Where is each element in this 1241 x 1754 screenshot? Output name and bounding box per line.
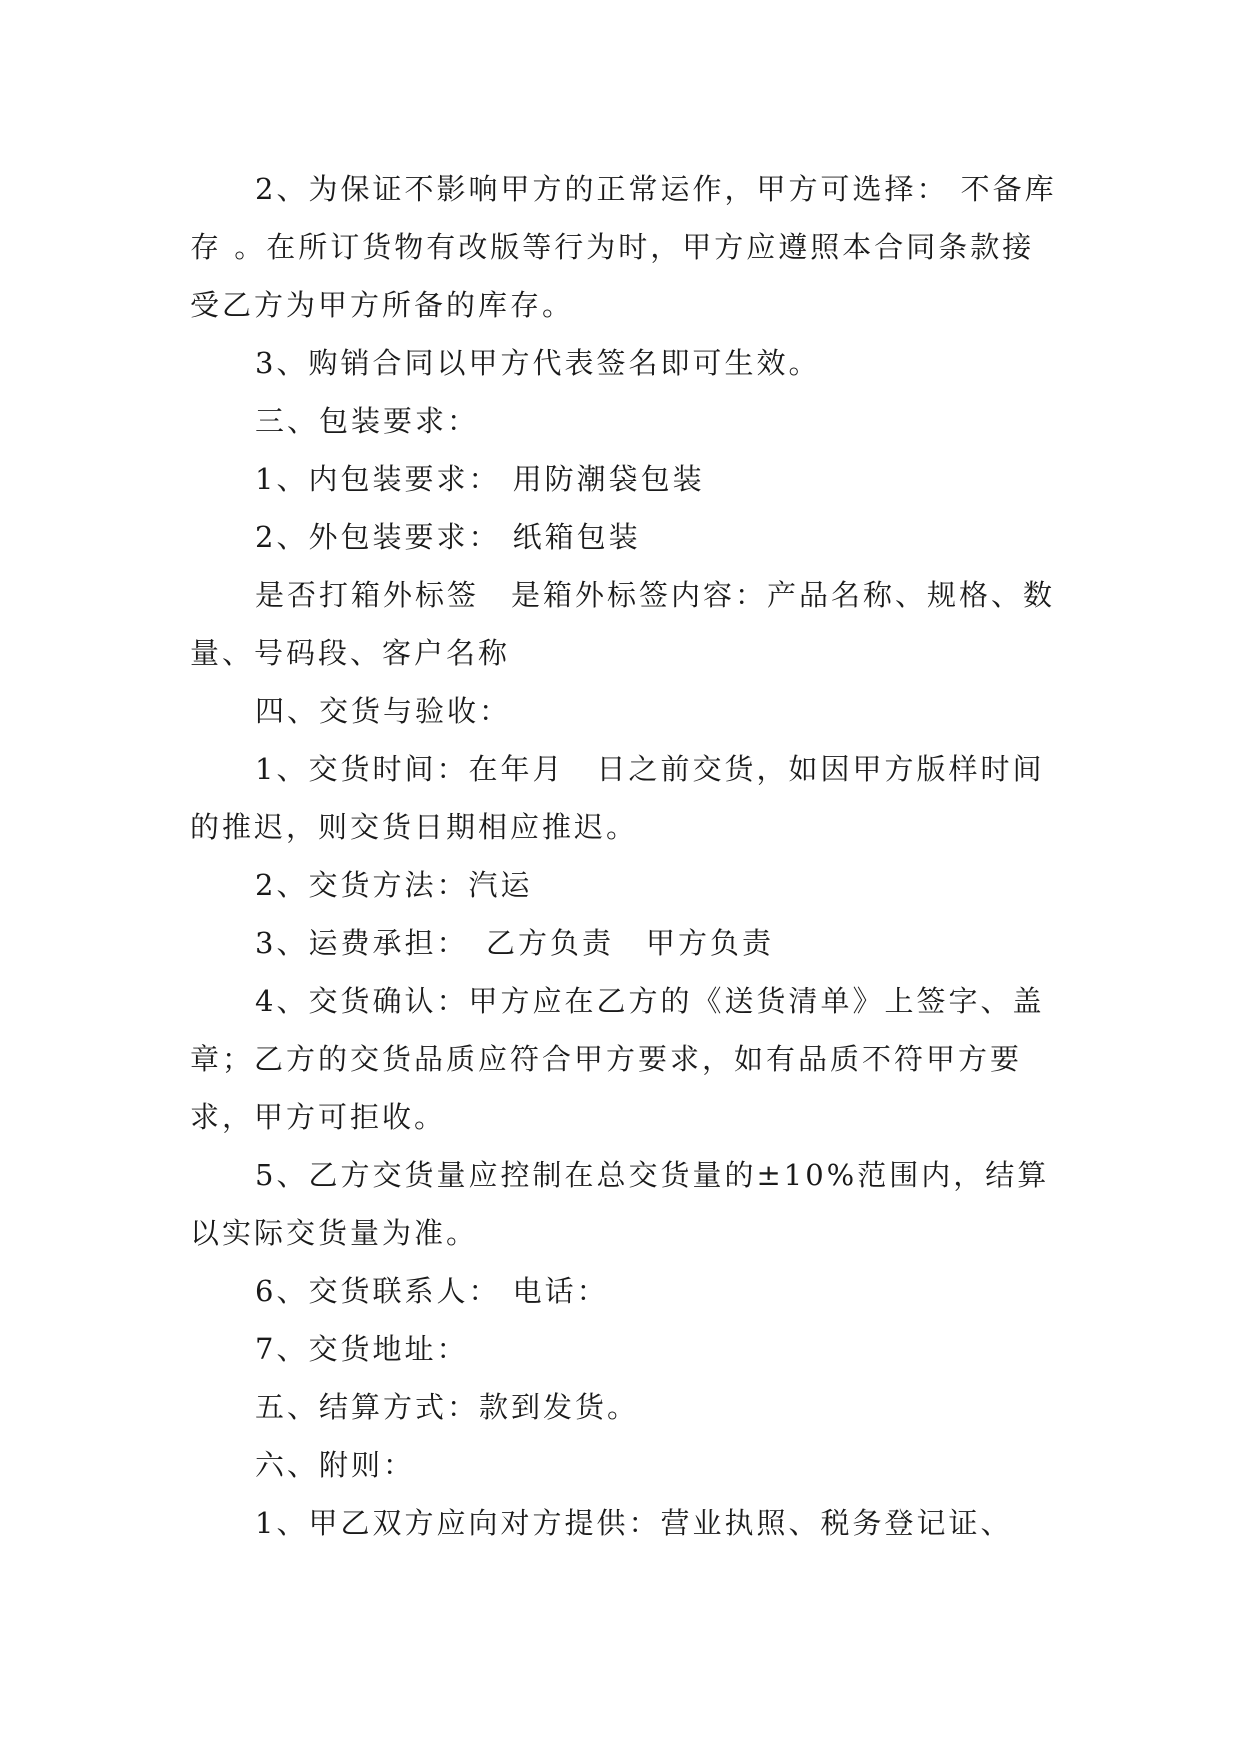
clause-delivery-time: 1、交货时间：在年月 日之前交货，如因甲方版样时间的推迟，则交货日期相应推迟。 bbox=[190, 752, 1045, 844]
clause-delivery-method: 2、交货方法：汽运 bbox=[255, 868, 533, 902]
clause-3-effective: 3、购销合同以甲方代表签名即可生效。 bbox=[255, 346, 821, 380]
section-heading-packaging: 三、包装要求： bbox=[255, 404, 480, 438]
clause-inner-packaging: 1、内包装要求： 用防潮袋包装 bbox=[255, 462, 705, 496]
clause-delivery-address: 7、交货地址： bbox=[255, 1332, 469, 1366]
clause-box-label: 是否打箱外标签 是箱外标签内容：产品名称、规格、数量、号码段、客户名称 bbox=[190, 578, 1056, 670]
clause-delivery-quantity: 5、乙方交货量应控制在总交货量的±10%范围内，结算以实际交货量为准。 bbox=[190, 1158, 1050, 1250]
section-heading-settlement: 五、结算方式：款到发货。 bbox=[255, 1390, 640, 1424]
section-heading-delivery: 四、交货与验收： bbox=[255, 694, 512, 728]
document-body bbox=[190, 160, 1058, 1552]
clause-delivery-confirmation: 4、交货确认：甲方应在乙方的《送货清单》上签字、盖章；乙方的交货品质应符合甲方要求，如有品质不符甲方要求，甲方可拒收。 bbox=[190, 984, 1045, 1134]
clause-documents: 1、甲乙双方应向对方提供：营业执照、税务登记证、 bbox=[255, 1506, 1013, 1540]
clause-outer-packaging: 2、外包装要求： 纸箱包装 bbox=[255, 520, 641, 554]
clause-2-inventory: 2、为保证不影响甲方的正常运作，甲方可选择： 不备库存 。在所订货物有改版等行为时，甲方应遵照本合同条款接受乙方为甲方所备的库存。 bbox=[190, 172, 1057, 322]
clause-delivery-contact: 6、交货联系人： 电话： bbox=[255, 1274, 609, 1308]
clause-freight: 3、运费承担： 乙方负责 甲方负责 bbox=[255, 926, 774, 960]
section-heading-appendix: 六、附则： bbox=[255, 1448, 416, 1482]
